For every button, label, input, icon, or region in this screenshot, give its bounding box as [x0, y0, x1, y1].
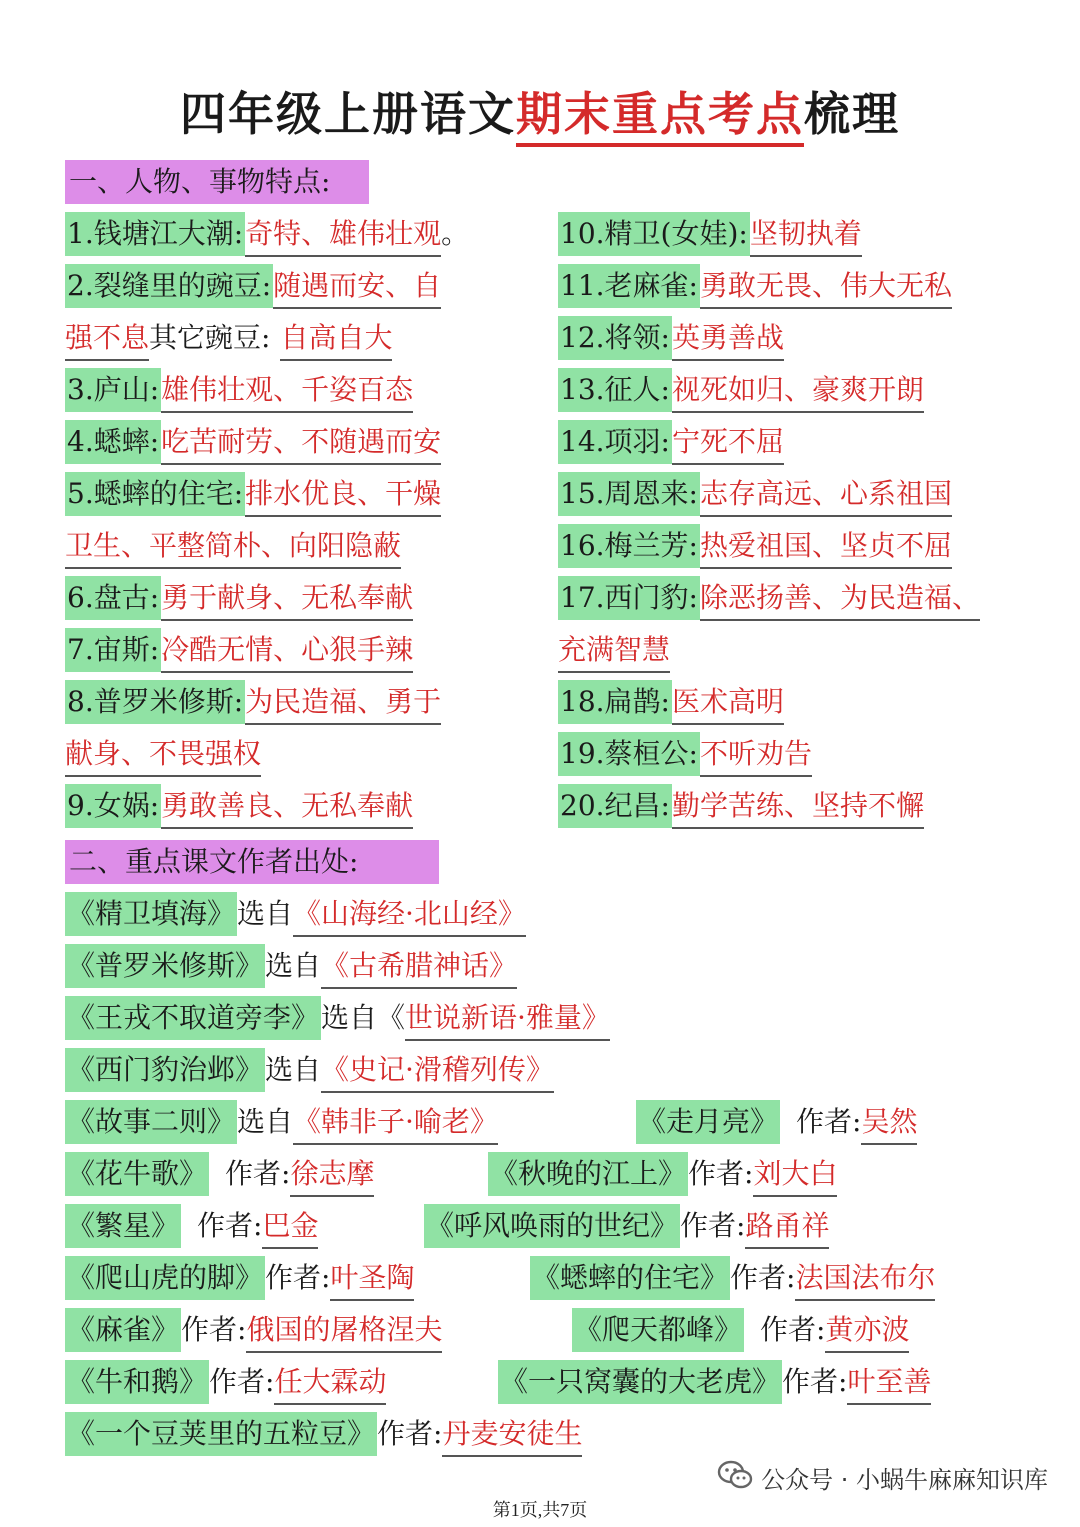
- author-item: [424, 1204, 829, 1248]
- lesson-title: 《一个豆荚里的五粒豆》: [65, 1412, 377, 1456]
- trait-value: 排水优良、干燥: [245, 475, 441, 517]
- trait-value: 除恶扬善、为民造福、: [700, 579, 980, 621]
- trait-item: [65, 264, 441, 308]
- trait-item: [558, 420, 784, 464]
- trait-label: 10.精卫(女娃):: [558, 212, 750, 256]
- trait-value: 奇特、雄伟壮观: [245, 215, 441, 257]
- author-value: 法国法布尔: [795, 1259, 935, 1301]
- trait-item: [558, 472, 952, 516]
- trait-item: [65, 368, 413, 412]
- author-value: 叶圣陶: [330, 1259, 414, 1301]
- trait-item: [65, 732, 261, 776]
- trait-label: 7.宙斯:: [65, 628, 161, 672]
- trait-item: [65, 524, 401, 568]
- trait-label: 11.老麻雀:: [558, 264, 700, 308]
- trait-label: 6.盘古:: [65, 576, 161, 620]
- trait-value: 志存高远、心系祖国: [700, 475, 952, 517]
- author-connector: 作者:: [760, 1313, 826, 1346]
- lesson-title: 《爬山虎的脚》: [65, 1256, 265, 1300]
- trait-item: [65, 316, 392, 360]
- trait-label: 9.女娲:: [65, 784, 161, 828]
- trait-item: [65, 576, 413, 620]
- trait-label: 5.蟋蟀的住宅:: [65, 472, 245, 516]
- author-connector: 作者:: [796, 1105, 862, 1138]
- lesson-title: 《精卫填海》: [65, 892, 237, 936]
- author-item: [65, 1152, 374, 1196]
- author-value: 丹麦安徒生: [442, 1415, 582, 1457]
- lesson-title: 《走月亮》: [636, 1100, 780, 1144]
- source-item: [65, 944, 517, 988]
- trait-label: 13.征人:: [558, 368, 672, 412]
- author-value: 任大霖动: [274, 1363, 386, 1405]
- source-connector: 选自: [237, 897, 294, 930]
- title-highlight: 期末重点考点: [516, 87, 804, 147]
- source-item: [65, 996, 610, 1040]
- trait-item: [558, 212, 862, 256]
- author-value: 黄亦波: [825, 1311, 909, 1353]
- trait-item: [65, 628, 413, 672]
- trait-value: 英勇善战: [672, 319, 784, 361]
- lesson-title: 《王戎不取道旁李》: [65, 996, 321, 1040]
- source-value: 《史记·滑稽列传》: [321, 1051, 554, 1093]
- trait-label: 3.庐山:: [65, 368, 161, 412]
- lesson-title: 《繁星》: [65, 1204, 181, 1248]
- source-connector: 选自《: [321, 1001, 406, 1034]
- author-item: [636, 1100, 917, 1144]
- trait-label: 14.项羽:: [558, 420, 672, 464]
- trait-value: 随遇而安、自: [273, 267, 441, 309]
- trait-label: 20.纪昌:: [558, 784, 672, 828]
- trait-item: [65, 212, 469, 256]
- trait-item: [65, 680, 441, 724]
- trait-value: 自高自大: [280, 319, 392, 361]
- source-item: [65, 1048, 554, 1092]
- source-connector: 选自: [265, 949, 322, 982]
- source-value: 《古希腊神话》: [321, 947, 517, 989]
- trait-value: 充满智慧: [558, 631, 670, 673]
- author-connector: 作者:: [181, 1313, 247, 1346]
- trait-plain: 其它豌豆:: [149, 321, 271, 354]
- trait-item: [65, 784, 413, 828]
- author-connector: 作者:: [688, 1157, 754, 1190]
- trait-value: 雄伟壮观、千姿百态: [161, 371, 413, 413]
- trait-item: [558, 264, 952, 308]
- section-heading-traits: 一、人物、事物特点:: [65, 160, 369, 204]
- trait-value: 坚韧执着: [750, 215, 862, 257]
- lesson-title: 《爬天都峰》: [572, 1308, 744, 1352]
- trait-value: 卫生、平整简朴、向阳隐蔽: [65, 527, 401, 569]
- trait-label: 17.西门豹:: [558, 576, 700, 620]
- author-value: 吴然: [861, 1103, 917, 1145]
- trait-value: 勤学苦练、坚持不懈: [672, 787, 924, 829]
- watermark-text: 公众号 · 小蜗牛麻麻知识库: [761, 1466, 1048, 1494]
- author-connector: 作者:: [225, 1157, 291, 1190]
- trait-label: 1.钱塘江大潮:: [65, 212, 245, 256]
- page-indicator: 第1页,共7页: [492, 1500, 588, 1520]
- author-value: 叶至善: [847, 1363, 931, 1405]
- source-connector: 选自: [265, 1053, 322, 1086]
- watermark: [717, 1460, 1048, 1500]
- author-item: [65, 1412, 582, 1456]
- trait-value: 吃苦耐劳、不随遇而安: [161, 423, 441, 465]
- trait-value: 强不息: [65, 319, 149, 361]
- author-value: 俄国的屠格涅夫: [246, 1311, 442, 1353]
- trait-item: [65, 420, 441, 464]
- author-connector: 作者:: [265, 1261, 331, 1294]
- lesson-title: 《西门豹治邺》: [65, 1048, 265, 1092]
- trait-item: [558, 316, 784, 360]
- source-value: 《山海经·北山经》: [293, 895, 526, 937]
- trait-value: 医术高明: [672, 683, 784, 725]
- author-item: [65, 1308, 442, 1352]
- trait-label: 2.裂缝里的豌豆:: [65, 264, 273, 308]
- lesson-title: 《一只窝囊的大老虎》: [498, 1360, 782, 1404]
- trait-item: [558, 628, 670, 672]
- trait-value: 不听劝告: [700, 735, 812, 777]
- lesson-title: 《秋晚的江上》: [488, 1152, 688, 1196]
- author-item: [65, 1204, 318, 1248]
- author-connector: 作者:: [377, 1417, 443, 1450]
- trait-value: 勇敢善良、无私奉献: [161, 787, 413, 829]
- trait-value: 热爱祖国、坚贞不屈: [700, 527, 952, 569]
- lesson-title: 《花牛歌》: [65, 1152, 209, 1196]
- author-value: 刘大白: [753, 1155, 837, 1197]
- source-value: 《韩非子·喻老》: [293, 1103, 498, 1145]
- lesson-title: 《故事二则》: [65, 1100, 237, 1144]
- author-item: [498, 1360, 931, 1404]
- trait-item: [558, 524, 952, 568]
- author-connector: 作者:: [680, 1209, 746, 1242]
- trait-label: 15.周恩来:: [558, 472, 700, 516]
- trait-label: 16.梅兰芳:: [558, 524, 700, 568]
- trait-item: [558, 732, 812, 776]
- author-item: [65, 1360, 386, 1404]
- author-item: [488, 1152, 837, 1196]
- author-value: 徐志摩: [290, 1155, 374, 1197]
- source-value: 世说新语·雅量》: [405, 999, 610, 1041]
- lesson-title: 《麻雀》: [65, 1308, 181, 1352]
- trait-item: [558, 368, 924, 412]
- author-value: 路甬祥: [745, 1207, 829, 1249]
- lesson-title: 《普罗米修斯》: [65, 944, 265, 988]
- author-connector: 作者:: [782, 1365, 848, 1398]
- trait-value: 勇于献身、无私奉献: [161, 579, 413, 621]
- title-suffix: 梳理: [804, 87, 900, 141]
- author-value: 巴金: [262, 1207, 318, 1249]
- trait-value: 为民造福、勇于: [245, 683, 441, 725]
- lesson-title: 《呼风唤雨的世纪》: [424, 1204, 680, 1248]
- trait-item: [558, 576, 980, 620]
- lesson-title: 《牛和鹅》: [65, 1360, 209, 1404]
- author-connector: 作者:: [197, 1209, 263, 1242]
- author-connector: 作者:: [730, 1261, 796, 1294]
- trait-value: 视死如归、豪爽开朗: [672, 371, 924, 413]
- trait-value: 冷酷无情、心狠手辣: [161, 631, 413, 673]
- trait-label: 4.蟋蟀:: [65, 420, 161, 464]
- trait-tail: 。: [441, 217, 470, 250]
- source-connector: 选自: [237, 1105, 294, 1138]
- author-connector: 作者:: [209, 1365, 275, 1398]
- author-item: [572, 1308, 909, 1352]
- trait-label: 8.普罗米修斯:: [65, 680, 245, 724]
- trait-label: 19.蔡桓公:: [558, 732, 700, 776]
- trait-label: 12.将领:: [558, 316, 672, 360]
- trait-value: 勇敢无畏、伟大无私: [700, 267, 952, 309]
- author-item: [530, 1256, 935, 1300]
- trait-item: [558, 680, 784, 724]
- trait-item: [65, 472, 441, 516]
- trait-label: 18.扁鹊:: [558, 680, 672, 724]
- page-title: [0, 78, 1080, 144]
- lesson-title: 《蟋蟀的住宅》: [530, 1256, 730, 1300]
- author-item: [65, 1256, 414, 1300]
- section-heading-sources: 二、重点课文作者出处:: [65, 840, 439, 884]
- source-item: [65, 1100, 498, 1144]
- trait-value: 宁死不屈: [672, 423, 784, 465]
- title-prefix: 四年级上册语文: [180, 87, 516, 141]
- trait-item: [558, 784, 924, 828]
- source-item: [65, 892, 526, 936]
- trait-value: 献身、不畏强权: [65, 735, 261, 777]
